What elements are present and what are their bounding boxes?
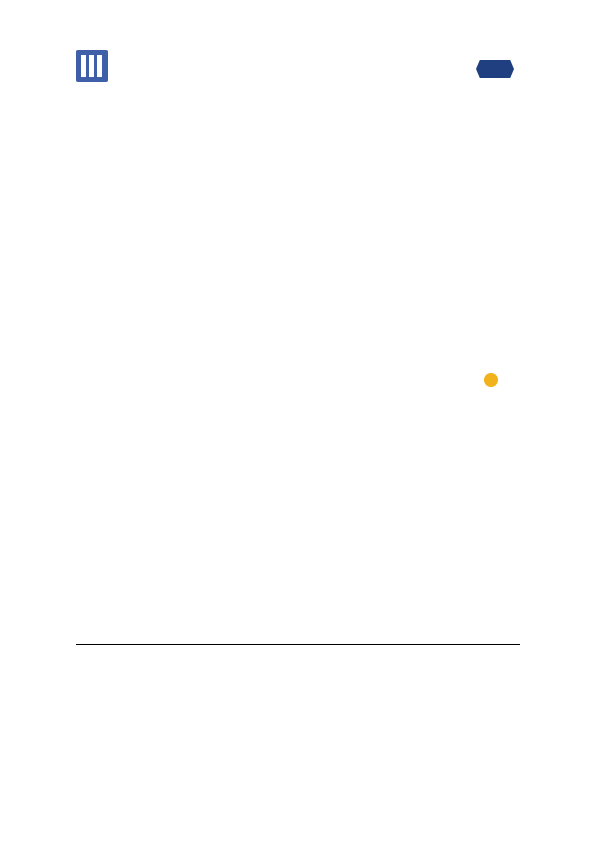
check-for-updates-button[interactable] — [484, 371, 540, 391]
section-paragraph — [76, 687, 520, 700]
journal-logo-icon — [76, 50, 108, 82]
divider — [76, 644, 520, 645]
mdpi-logo[interactable] — [476, 60, 514, 78]
check-updates-icon — [484, 373, 498, 387]
